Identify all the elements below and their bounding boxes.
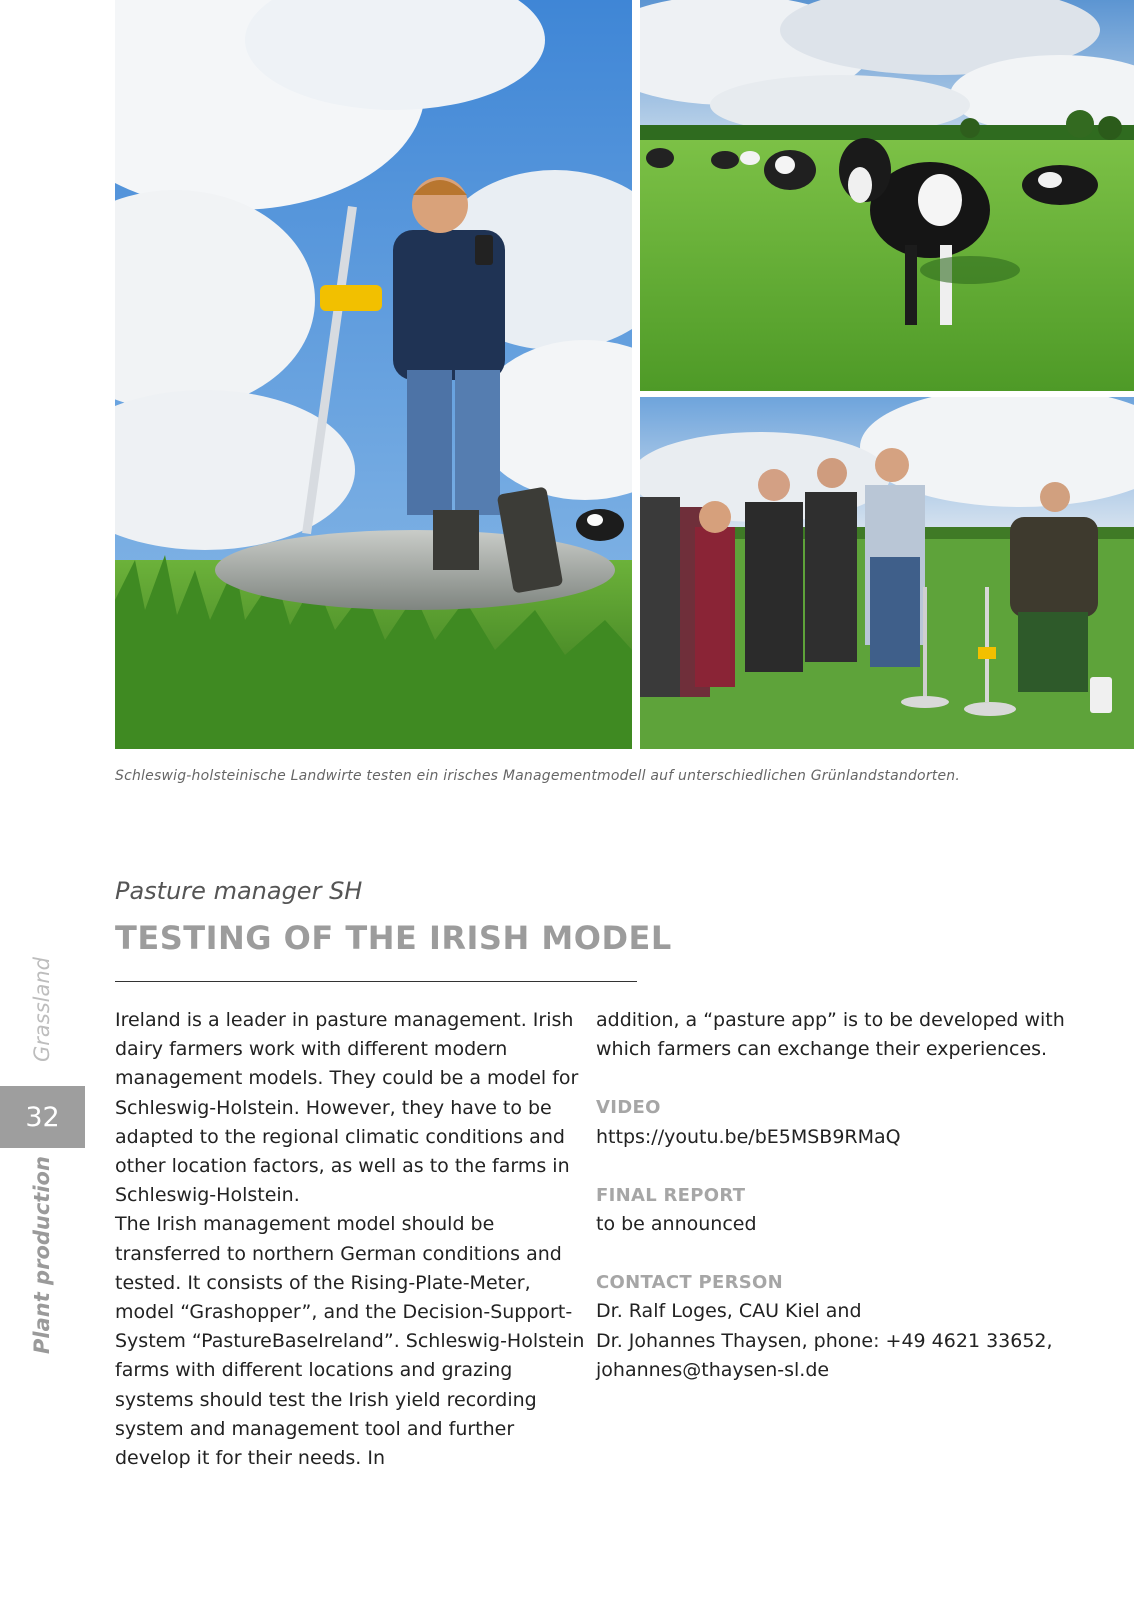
section-label: Grassland — [30, 957, 54, 1062]
final-report-value: to be announced — [596, 1213, 757, 1236]
title-divider — [115, 981, 637, 982]
article-kicker: Pasture manager SH — [115, 877, 363, 905]
article-title: TESTING OF THE IRISH MODEL — [115, 919, 672, 957]
photo-farmer-group — [640, 397, 1134, 749]
body-paragraph: addition, a “pasture app” is to be developed with which farmers can exchange their experiences. — [596, 1009, 1065, 1061]
body-column-right — [596, 1006, 1116, 1385]
contact-line: Dr. Johannes Thaysen, phone: +49 4621 33652, — [596, 1329, 1053, 1352]
body-paragraph: Ireland is a leader in pasture management. Irish dairy farmers work with different modern management models. They could be a model for Schleswig-Holstein. However, they have to be adapted to the regional climatic conditions and other location factors, as well as to the farms in Schleswig-Holstein. — [115, 1009, 579, 1207]
photo-caption: Schleswig-holsteinische Landwirte testen ein irisches Managementmodell auf unterschiedlichen Grünlandstandorten. — [115, 768, 961, 784]
video-link[interactable]: https://youtu.be/bE5MSB9RMaQ — [596, 1125, 901, 1148]
final-report-label: FINAL REPORT — [596, 1184, 746, 1206]
photo-farmer-plate-meter — [115, 0, 632, 749]
contact-email[interactable]: johannes@thaysen-sl.de — [596, 1358, 830, 1381]
category-label: Plant production — [30, 1156, 54, 1354]
video-label: VIDEO — [596, 1097, 661, 1119]
photo-cows-pasture — [640, 0, 1134, 391]
contact-person-label: CONTACT PERSON — [596, 1272, 784, 1294]
page-number: 32 — [0, 1086, 85, 1148]
contact-line: Dr. Ralf Loges, CAU Kiel and — [596, 1300, 862, 1323]
body-paragraph: The Irish management model should be transferred to northern German conditions and tested. It consists of the Rising-Plate-Meter, model “Grashopper”, and the Decision-Support-System “PastureBaseIreland”. Schleswig-Holstein farms with different locations and grazing systems should test the Irish yield recording system and management tool and further develop it for their needs. In — [115, 1213, 585, 1470]
body-column-left — [115, 1006, 587, 1473]
